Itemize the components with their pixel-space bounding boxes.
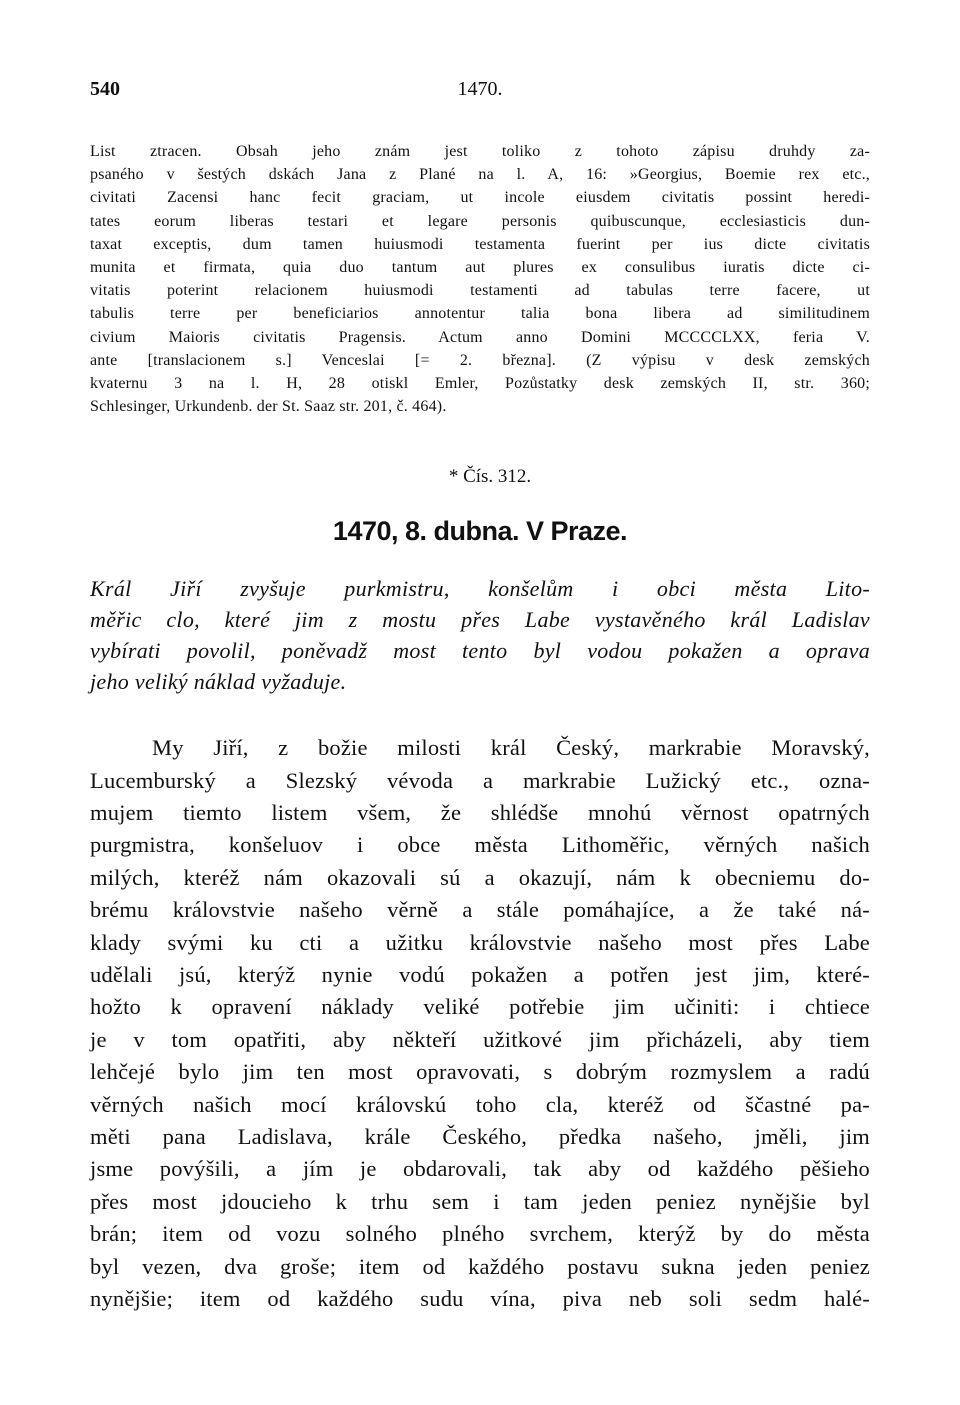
intro-line: psaného v šestých dskách Jana z Plané na l. A, 16: »Georgius, Boemie rex etc.,	[90, 166, 870, 184]
intro-line: civium Maioris civitatis Pragensis. Actum anno Domini MCCCCLXX, feria V.	[90, 328, 870, 346]
intro-line: Schlesinger, Urkundenb. der St. Saaz str. 201, č. 464).	[90, 398, 447, 416]
intro-line: List ztracen. Obsah jeho znám jest toliko z tohoto zápisu druhdy za-	[90, 143, 870, 160]
regest	[90, 573, 870, 697]
regest-line: měřic clo, které jim z mostu přes Labe vystavěného král Ladislav	[90, 607, 870, 633]
charter-text	[90, 732, 870, 1315]
charter-line: měti pana Ladislava, krále Českého, předka našeho, jměli, jim	[90, 1123, 870, 1149]
intro-line: tabulis terre per beneficiarios annotentur talia bona libera ad similitudinem	[90, 305, 870, 323]
page	[90, 78, 870, 1315]
intro-line: vitatis poterint relacionem huiusmodi testamenti ad tabulas terre facere, ut	[90, 282, 870, 300]
document-number: * Čís. 312.	[448, 466, 532, 488]
charter-line: je v tom opatřiti, aby někteří užitkové jim přicházeli, aby tiem	[90, 1026, 870, 1052]
intro-line: civitati Zacensi hanc fecit graciam, ut incole eiusdem civitatis possint heredi-	[90, 189, 870, 207]
document-date-place: 1470, 8. dubna. V Praze.	[332, 516, 628, 547]
charter-line: brán; item od vozu solného plného svrchem, kterýž by do města	[90, 1221, 870, 1247]
charter-line: klady svými ku cti a užitku královstvie našeho most přes Labe	[90, 929, 870, 955]
charter-line: jsme povýšili, a jím je obdarovali, tak aby od každého pěšieho	[90, 1156, 870, 1182]
charter-line: přes most jdoucieho k trhu sem i tam jeden peniez nynějšie byl	[90, 1188, 870, 1214]
intro-line: ante [translacionem s.] Venceslai [= 2. března]. (Z výpisu v desk zemských	[90, 351, 870, 369]
charter-line: Lucemburský a Slezský vévoda a markrabie Lužický etc., ozna-	[90, 767, 870, 793]
charter-line: brému královstvie našeho věrně a stále pomáhajíce, a že také ná-	[90, 897, 870, 923]
intro-line: taxat exceptis, dum tamen huiusmodi testamenta fuerint per ius dicte civitatis	[90, 235, 870, 253]
charter-line: mujem tiemto listem všem, že shlédše mnohú věrnost opatrných	[90, 800, 870, 826]
charter-line: věrných našich mocí královskú toho cla, kteréž od ščastné pa-	[90, 1091, 870, 1117]
regest-line: vybírati povolil, poněvadž most tento byl vodou pokažen a oprava	[90, 638, 870, 664]
regest-line: jeho veliký náklad vyžaduje.	[90, 669, 347, 695]
charter-line: nynějšie; item od každého sudu vína, piva neb soli sedm halé-	[90, 1285, 870, 1311]
intro-line: kvaternu 3 na l. H, 28 otiskl Emler, Pozůstatky desk zemských II, str. 360;	[90, 374, 870, 392]
running-head-year: 1470.	[457, 78, 503, 100]
intro-line: munita et firmata, quia duo tantum aut plures ex consulibus iuratis dicte ci-	[90, 258, 870, 276]
introductory-note	[90, 140, 870, 418]
intro-line: tates eorum liberas testari et legare personis quibuscunque, ecclesiasticis dun-	[90, 212, 870, 230]
charter-line: udělali jsú, kterýž nynie vodú pokažen a potřen jest jim, které-	[90, 961, 870, 987]
charter-line: hožto k opravení náklady veliké potřebie jim učiniti: i chtiece	[90, 994, 870, 1020]
page-number: 540	[90, 78, 120, 100]
charter-line: milých, kteréž nám okazovali sú a okazují, nám k obecniemu do-	[90, 864, 870, 890]
regest-line: Král Jiří zvyšuje purkmistru, konšelům i obci města Lito-	[90, 576, 870, 602]
charter-line: lehčejé bylo jim ten most opravovati, s dobrým rozmyslem a radú	[90, 1059, 870, 1085]
running-head	[90, 78, 870, 108]
charter-line: purgmistra, konšeluov i obce města Lithoměřic, věrných našich	[90, 832, 870, 858]
charter-line: byl vezen, dva groše; item od každého postavu sukna jeden peniez	[90, 1253, 870, 1279]
charter-line: My Jiří, z božie milosti král Český, markrabie Moravský,	[152, 735, 870, 761]
